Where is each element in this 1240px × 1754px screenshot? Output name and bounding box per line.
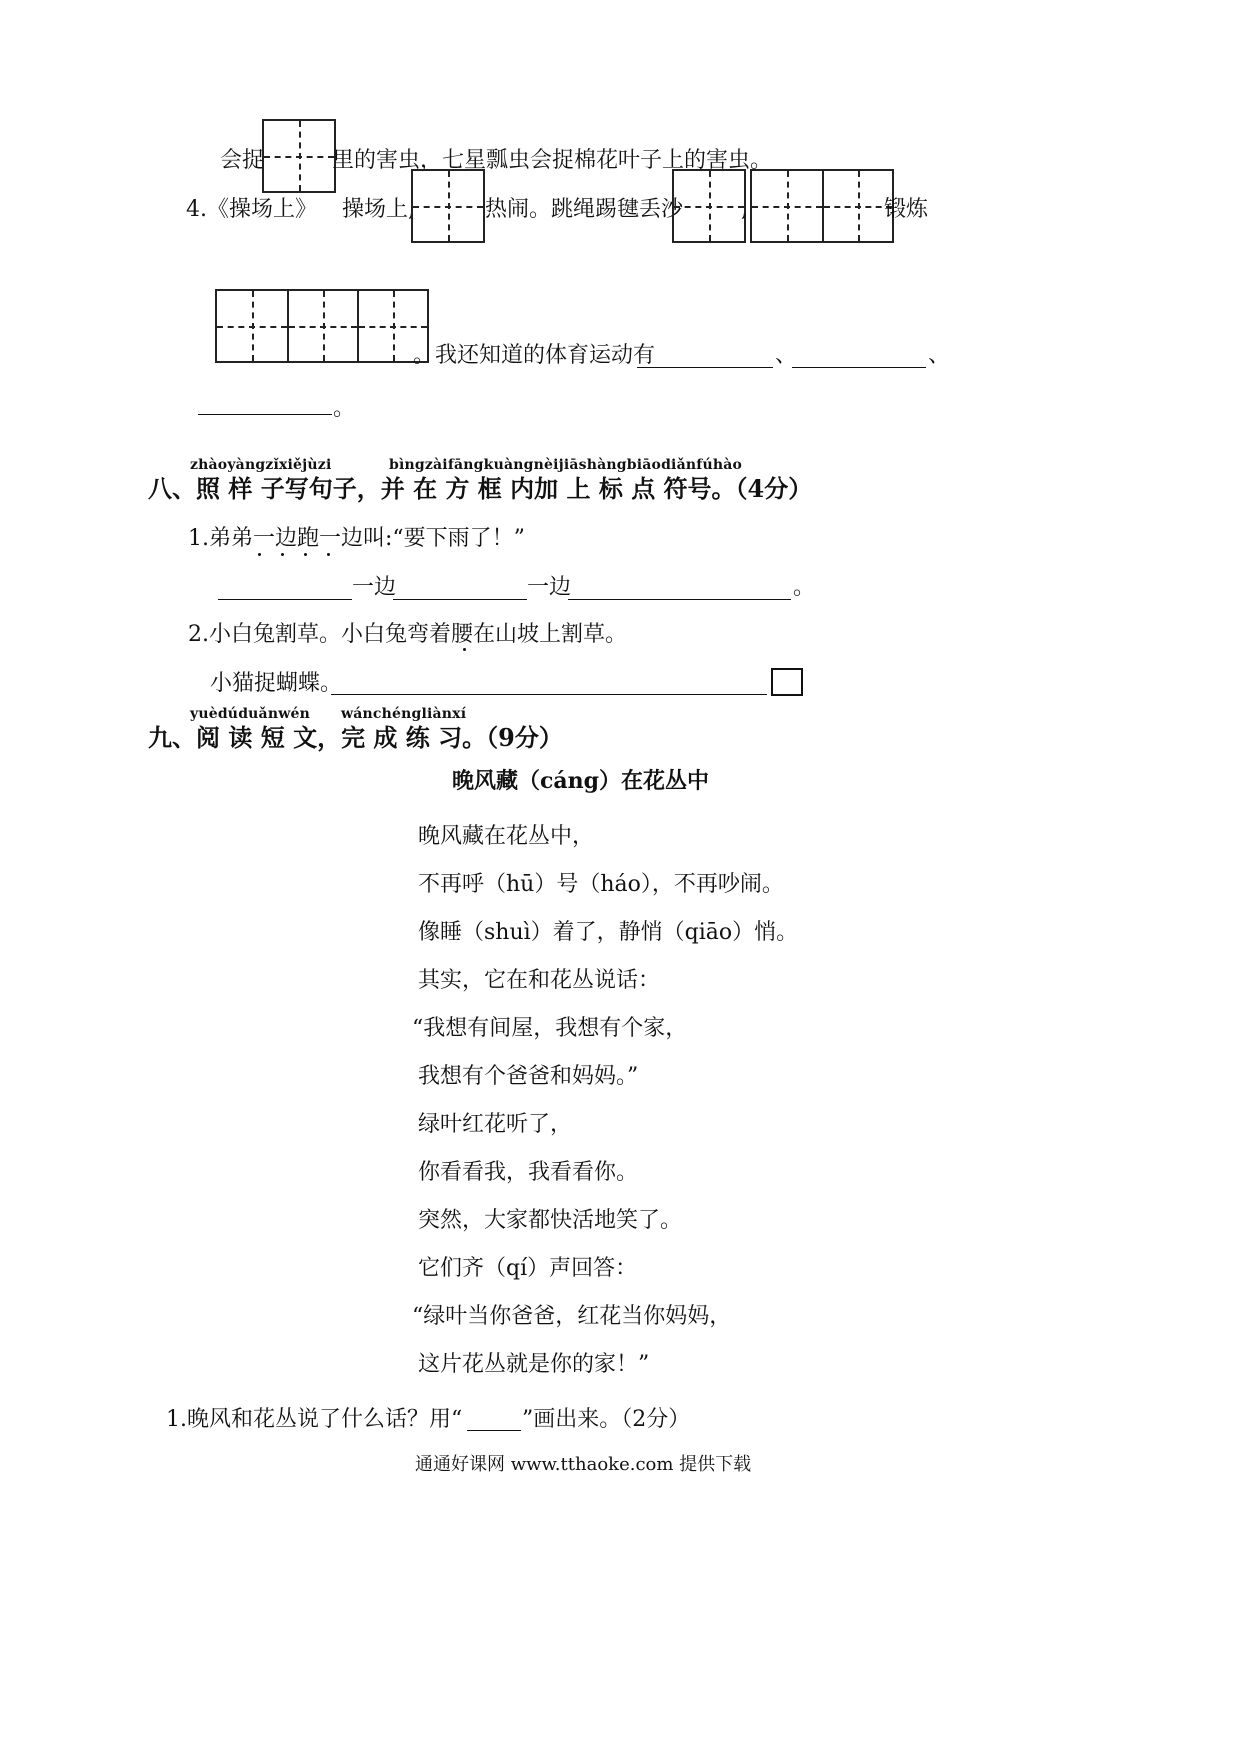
item4-part-d: 。我还知道的体育运动有 [413,343,656,368]
poem-line: 我想有个爸爸和妈妈。” [418,1064,639,1089]
section9-heading: 九、阅 读 短 文，完 成 练 习。（9分） [148,723,563,752]
answer-blank[interactable] [393,599,527,600]
item4-comma: , [741,197,748,222]
poem-line: “我想有间屋，我想有个家， [412,1016,688,1041]
item4-label: 4.《操场上》 [186,197,317,222]
section9-q1-a: 1.晚风和花丛说了什么话？用“ [166,1407,463,1432]
writing-grid[interactable] [411,169,485,243]
section9-pinyin-a: yuèdúduǎnwén [190,706,310,722]
section8-heading: 八、照 样 子写句子，并 在 方 框 内加 上 标 点 符号。（4分） [148,474,813,503]
item4-part-c: 锻炼 [884,197,929,222]
grid-cell[interactable] [674,171,744,241]
emphasis-dot [281,553,284,556]
item4-end: 。 [333,396,356,421]
poem [412,823,832,1399]
grid-cell[interactable] [413,171,483,241]
section8-q1-example: 1.弟弟一边跑一边叫:“要下雨了！” [188,526,525,551]
section8-pinyin-a: zhàoyàngzǐxiějùzi [190,457,332,473]
emphasis-dot [463,648,466,651]
answer-blank[interactable] [568,599,791,600]
poem-line: 它们齐（qí）声回答： [418,1256,638,1281]
grid-cell[interactable] [217,291,287,361]
punctuation-box[interactable] [771,668,803,696]
answer-blank[interactable] [198,414,332,415]
section8-q2-prompt: 小猫捉蝴蝶。 [210,671,343,696]
answer-blank[interactable] [467,1430,521,1431]
poem-line: 你看看我，我看看你。 [418,1160,639,1185]
writing-grid[interactable] [215,289,429,363]
writing-grid[interactable] [262,119,336,193]
grid-cell[interactable] [752,171,822,241]
answer-blank[interactable] [331,694,767,695]
section8-q2-example: 2.小白兔割草。小白兔弯着腰在山坡上割草。 [188,622,627,647]
poem-line: 绿叶红花听了， [418,1112,573,1137]
grid-cell[interactable] [287,291,357,361]
poem-line: 其实，它在和花丛说话： [418,968,661,993]
item4-sep2: 、 [928,343,951,368]
writing-grid[interactable] [672,169,746,243]
footer-text: 通通好课网 www.tthaoke.com 提供下载 [415,1454,752,1475]
item4-sep1: 、 [775,343,798,368]
poem-line: 像睡（shuì）着了，静悄（qiāo）悄。 [418,920,799,945]
section9-q1-b: ”画出来。（2分） [522,1407,691,1432]
answer-blank[interactable] [218,599,352,600]
writing-grid[interactable] [750,169,894,243]
emphasis-dot [327,553,330,556]
section8-q1-mid2: 一边 [527,575,572,600]
answer-blank[interactable] [792,367,926,368]
emphasis-dot [258,553,261,556]
poem-line: 不再呼（hū）号（háo），不再吵闹。 [418,872,784,897]
emphasis-dot [304,553,307,556]
poem-line: 晚风藏在花丛中， [418,824,595,849]
answer-blank[interactable] [637,367,773,368]
item3-suffix: 里的害虫，七星瓢虫会捉棉花叶子上的害虫。 [332,148,773,173]
section8-pinyin-b: bìngzàifāngkuàngnèijiāshàngbiāodiǎnfúhào [389,457,743,473]
item4-part-a: 操场上, [342,197,415,222]
poem-line: 突然，大家都快活地笑了。 [418,1208,683,1233]
item4-part-b: 热闹。跳绳踢毽丢沙 [485,197,684,222]
grid-cell[interactable] [264,121,334,191]
poem-line: 这片花丛就是你的家！” [418,1352,650,1377]
section9-pinyin-b: wánchéngliànxí [341,706,467,722]
grid-cell[interactable] [822,171,892,241]
passage-title: 晚风藏（cáng）在花丛中 [452,768,710,794]
section8-q1-mid1: 一边 [352,575,397,600]
section8-q1-end: 。 [793,575,816,600]
poem-line: “绿叶当你爸爸，红花当你妈妈， [412,1304,732,1329]
item3-prefix: 会捉 [220,148,265,173]
